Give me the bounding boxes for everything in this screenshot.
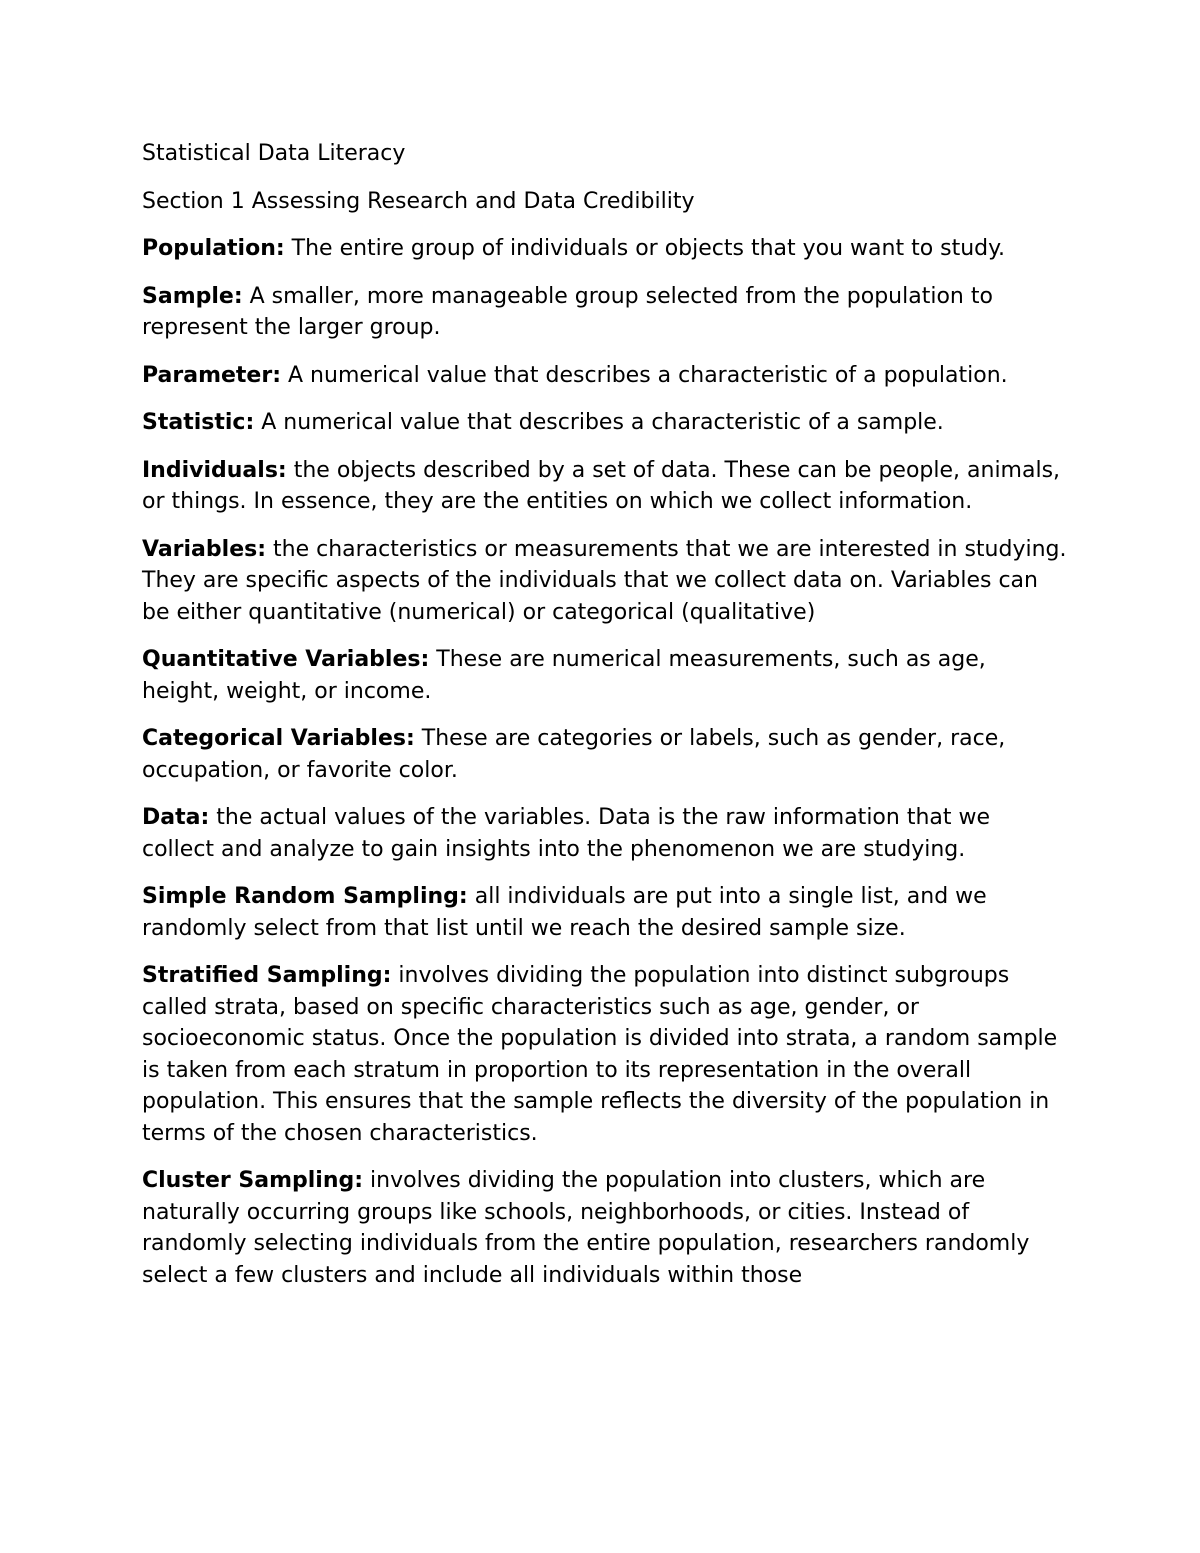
definition-term: Quantitative Variables:: [142, 647, 430, 672]
definition-text: The entire group of individuals or objects that you want to study.: [291, 236, 1006, 261]
definition-term: Sample:: [142, 283, 243, 309]
definition-parameter: [142, 360, 1067, 392]
definition-text: the characteristics or measurements that we are interested in studying. They are specific aspects of the individuals that we collect data on. Variables can be either quantitative (numerical) or categorical (qualitative): [142, 536, 1067, 625]
definition-term: Stratified Sampling:: [142, 963, 392, 988]
definition-text: These are numerical measurements, such as age, height, weight, or income.: [142, 647, 986, 704]
section-heading: Section 1 Assessing Research and Data Credibility: [142, 188, 695, 214]
definition-cluster-sampling: [142, 1165, 1067, 1291]
definition-stratified-sampling: [142, 960, 1067, 1149]
definition-text: These are categories or labels, such as gender, race, occupation, or favorite color.: [142, 726, 1006, 783]
definition-text: involves dividing the population into distinct subgroups called strata, based on specific characteristics such as age, gender, or socioeconomic status. Once the population is divided into strata, a random sample is taken from each stratum in proportion to its representation in the overall population. This ensures that the sample reflects the diversity of the population in terms of the chosen characteristics.: [142, 963, 1058, 1146]
definition-term: Data:: [142, 805, 210, 830]
definition-sample: [142, 281, 1067, 344]
document-page: [142, 138, 1067, 1307]
definition-data: [142, 802, 1067, 865]
definition-term: Individuals:: [142, 457, 287, 483]
definition-term: Parameter:: [142, 362, 282, 388]
definition-population: [142, 233, 1067, 265]
definition-text: A smaller, more manageable group selected from the population to represent the larger group.: [142, 283, 993, 340]
definition-text: A numerical value that describes a characteristic of a sample.: [261, 410, 944, 435]
definition-text: A numerical value that describes a characteristic of a population.: [288, 362, 1008, 388]
definition-categorical-variables: [142, 723, 1067, 786]
definition-term: Simple Random Sampling:: [142, 884, 468, 909]
definition-quantitative-variables: [142, 644, 1067, 707]
definition-term: Variables:: [142, 536, 267, 562]
definition-text: the actual values of the variables. Data is the raw information that we collect and analyze to gain insights into the phenomenon we are studying.: [142, 805, 991, 862]
definition-simple-random-sampling: [142, 881, 1067, 944]
definition-variables: [142, 534, 1067, 629]
definition-term: Population:: [142, 236, 285, 261]
definition-text: the objects described by a set of data. These can be people, animals, or things. In essence, they are the entities on which we collect information.: [142, 457, 1061, 514]
definition-individuals: [142, 455, 1067, 518]
document-title: Statistical Data Literacy: [142, 141, 406, 166]
definition-term: Cluster Sampling:: [142, 1168, 364, 1193]
definition-text: involves dividing the population into clusters, which are naturally occurring groups like schools, neighborhoods, or cities. Instead of randomly selecting individuals from the entire population, researchers randomly select a few clusters and include all individuals within those: [142, 1168, 1030, 1288]
definition-text: all individuals are put into a single list, and we randomly select from that list until we reach the desired sample size.: [142, 884, 987, 941]
definition-term: Categorical Variables:: [142, 726, 415, 751]
definition-statistic: [142, 407, 1067, 439]
definition-term: Statistic:: [142, 410, 255, 435]
